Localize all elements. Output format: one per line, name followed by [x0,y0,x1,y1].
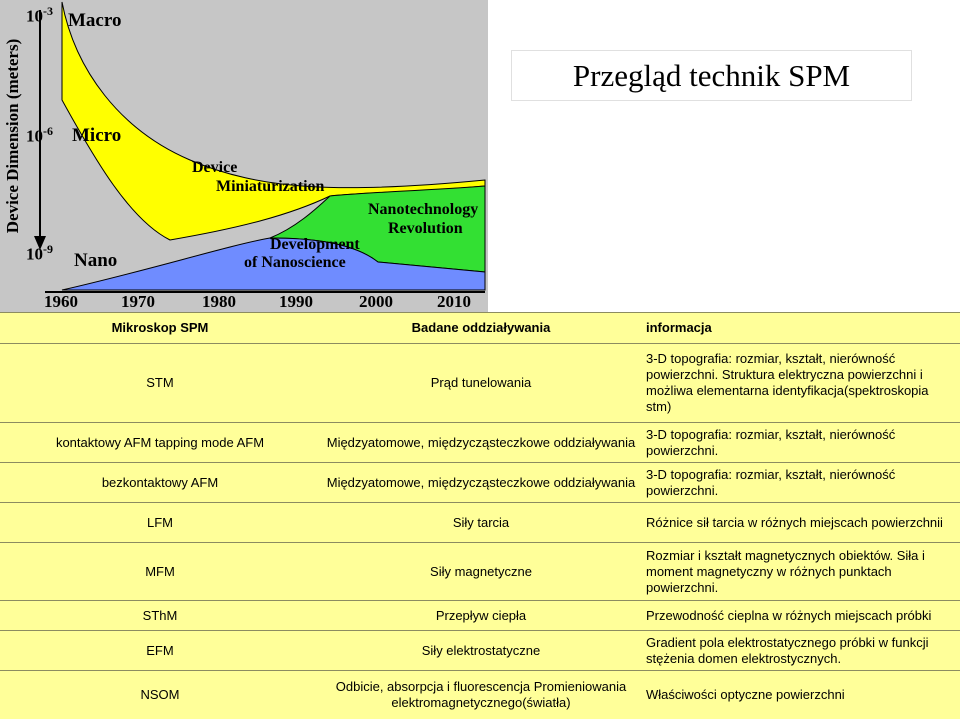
cell-info: 3-D topografia: rozmiar, kształt, nierówność powierzchni. [642,463,960,503]
cell-microscope: kontaktowy AFM tapping mode AFM [0,423,320,463]
cell-interaction: Odbicie, absorpcja i fluorescencja Promieniowania elektromagnetycznego(światła) [320,671,642,719]
table-row [0,631,960,671]
cell-info: 3-D topografia: rozmiar, kształt, nierówność powierzchni. Struktura elektryczna powierzchni i możliwa elementarna identyfikacja(spektroskopia stm) [642,344,960,423]
miniaturization-line2: Miniaturization [216,178,325,195]
header-interaction: Badane oddziaływania [320,313,642,344]
spm-techniques-table [0,312,960,719]
x-tick-1990: 1990 [279,292,313,311]
cell-microscope: STM [0,344,320,423]
nanoscience-label [244,236,360,272]
nanoscience-line2: of Nanoscience [244,254,346,271]
cell-microscope: LFM [0,503,320,543]
y-tick-macro-label: Macro [68,10,122,31]
table-row [0,463,960,503]
table-row [0,671,960,719]
cell-interaction: Siły elektrostatyczne [320,631,642,671]
y-tick-macro-exp: -3 [43,4,53,18]
cell-microscope: EFM [0,631,320,671]
page-title: Przegląd technik SPM [511,50,912,101]
miniaturization-line1: Device [192,159,238,176]
cell-info: 3-D topografia: rozmiar, kształt, nierówność powierzchni. [642,423,960,463]
cell-info: Przewodność cieplna w różnych miejscach próbki [642,601,960,631]
device-dimension-graph [0,0,488,312]
header-info: informacja [642,313,960,344]
cell-interaction: Przepływ ciepła [320,601,642,631]
y-tick-nano-label: Nano [74,250,118,271]
y-tick-micro-base: 10 [26,126,43,146]
cell-interaction: Międzyatomowe, międzycząsteczkowe oddziaływania [320,463,642,503]
y-tick-micro-label: Micro [72,125,122,146]
cell-info: Gradient pola elektrostatycznego próbki w funkcji stężenia domen elektrostycznych. [642,631,960,671]
cell-interaction: Siły magnetyczne [320,543,642,601]
table-row [0,503,960,543]
table-row [0,601,960,631]
y-tick-micro-exp: -6 [43,124,53,138]
x-tick-1960: 1960 [44,292,78,311]
y-tick-nano [26,242,53,265]
table-header-row [0,313,960,344]
nanotech-line1: Nanotechnology [368,201,479,218]
miniaturization-label [192,158,324,196]
table-row [0,344,960,423]
table-row [0,543,960,601]
x-tick-2010: 2010 [437,292,471,311]
y-tick-macro [26,4,53,27]
cell-microscope: SThM [0,601,320,631]
cell-microscope: bezkontaktowy AFM [0,463,320,503]
cell-info: Różnice sił tarcia w różnych miejscach powierzchnii [642,503,960,543]
y-tick-micro [26,124,53,147]
cell-info: Rozmiar i kształt magnetycznych obiektów. Siła i moment magnetyczny w różnych punktach powierzchni. [642,543,960,601]
x-tick-1980: 1980 [202,292,236,311]
cell-interaction: Międzyatomowe, międzycząsteczkowe oddziaływania [320,423,642,463]
y-tick-macro-base: 10 [26,6,43,26]
nanotech-label [368,200,478,238]
nanoscience-line1: Development [270,236,360,253]
y-axis-label: Device Dimension (meters) [3,38,22,234]
y-tick-nano-base: 10 [26,244,43,264]
cell-interaction: Siły tarcia [320,503,642,543]
x-tick-2000: 2000 [359,292,393,311]
table-row [0,423,960,463]
cell-microscope: MFM [0,543,320,601]
x-tick-1970: 1970 [121,292,155,311]
nanotech-line2: Revolution [388,220,463,237]
cell-microscope: NSOM [0,671,320,719]
cell-interaction: Prąd tunelowania [320,344,642,423]
cell-info: Właściwości optyczne powierzchni [642,671,960,719]
header-microscope: Mikroskop SPM [0,313,320,344]
y-tick-nano-exp: -9 [43,242,53,256]
